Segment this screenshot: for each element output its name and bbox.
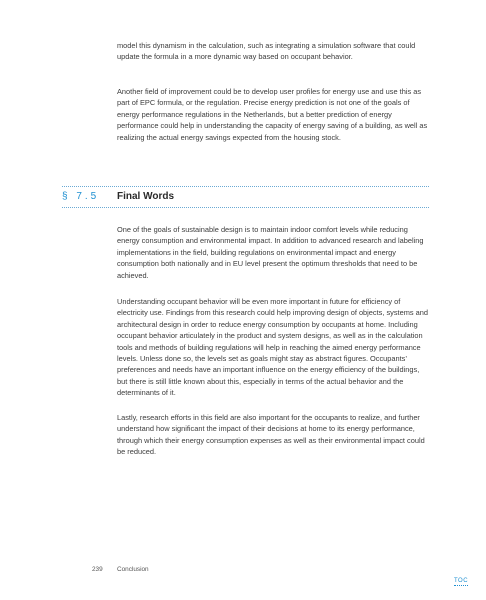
section-title: Final Words bbox=[117, 190, 175, 202]
toc-link[interactable]: TOC bbox=[454, 578, 469, 584]
body-paragraph: Lastly, research efforts in this field are also important for the occupants to realize, and further understand how significant the impact of their decisions at home to its energy performance, through which their energy consumption expenses as well as their environmental impact could be reduced. bbox=[117, 413, 425, 457]
heading-divider-top bbox=[62, 186, 429, 187]
section-heading bbox=[0, 186, 486, 210]
running-title: Conclusion bbox=[117, 566, 149, 573]
heading-divider-bottom bbox=[62, 207, 429, 208]
body-paragraph: Another field of improvement could be to develop user profiles for energy use and use this as part of EPC formula, or the regulation. Precise energy prediction is not one of the goals of energy performance regulations in the Netherlands, but a better prediction of energy performance could help in understanding the capacity of energy saving of a building, as well as realizing the actual energy savings expected from the housing stock. bbox=[117, 87, 428, 142]
section-number: § 7.5 bbox=[62, 191, 100, 202]
body-paragraph: One of the goals of sustainable design is to maintain indoor comfort levels while reducing energy consumption and environmental impact. In addition to advanced research and labeling implementations in the field, building regulations on environmental impact and energy consumption both nationally and in EU level present the optimum thresholds that need to be achieved. bbox=[117, 225, 424, 280]
body-paragraph: Understanding occupant behavior will be even more important in future for efficiency of electricity use. Findings from this research could help improving design of objects, systems and architectural design in order to reduce energy consumption by occupants at home. Including occupant behavior articulately in the product and system designs, as well as in the calculation tools and methods of building regulations will help in reaching the aimed energy performance levels. Unless done so, the levels set as goals might stay as abstract figures. Occupants’ preferences and needs have an important influence on the energy efficiency of the buildings, but there is still little known about this, especially in terms of the actual behavior and the determinants of it. bbox=[117, 297, 428, 398]
body-paragraph: model this dynamism in the calculation, such as integrating a simulation software that could update the formula in a more dynamic way based on occupant behavior. bbox=[117, 41, 416, 62]
page-number: 239 bbox=[92, 566, 103, 573]
